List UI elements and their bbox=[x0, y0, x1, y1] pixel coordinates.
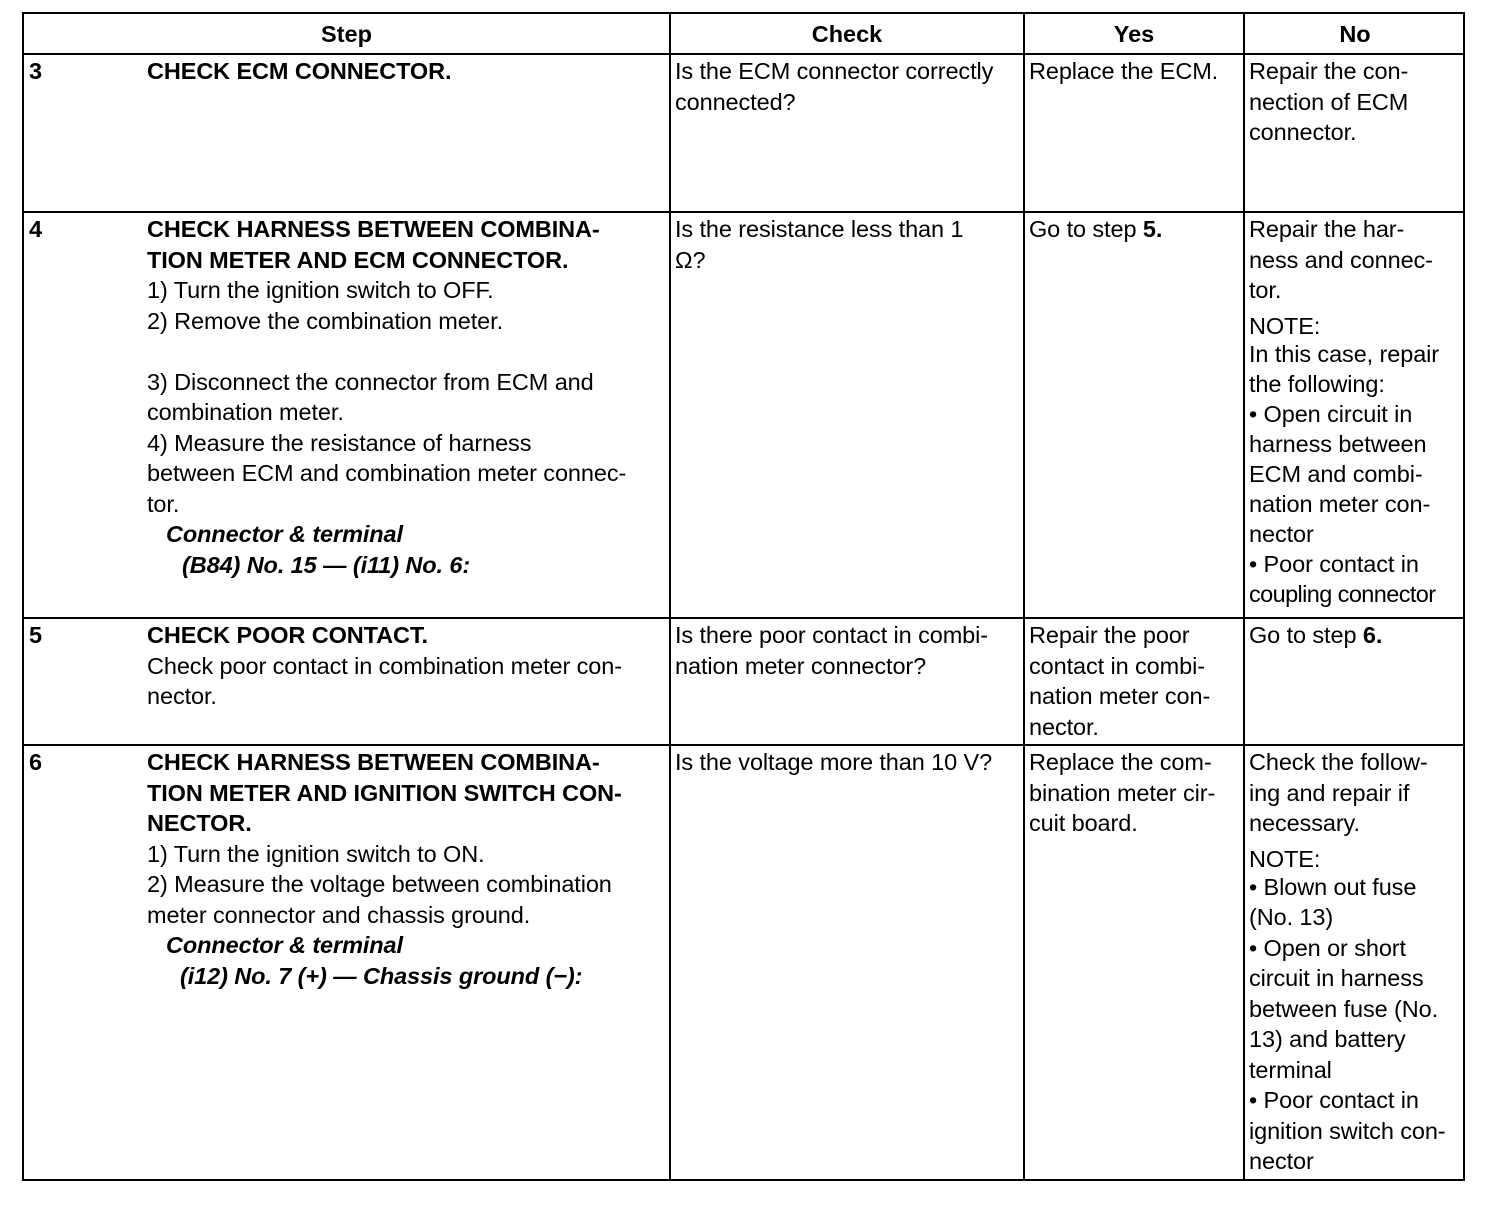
step-6-spec-label: Connector & terminal bbox=[166, 932, 403, 958]
yes-4-step-ref: 5. bbox=[1142, 216, 1163, 242]
step-6-line: meter connector and chassis ground. bbox=[147, 901, 531, 928]
step-6-line: 2) Measure the voltage between combination bbox=[147, 871, 612, 897]
yes-4-prefix: Go to step bbox=[1029, 216, 1143, 242]
no-4-note-line: the following: bbox=[1249, 370, 1385, 397]
diagnostic-table bbox=[22, 12, 1465, 1181]
no-6-note-line: 13) and battery bbox=[1249, 1026, 1406, 1052]
header-no: No bbox=[1339, 21, 1371, 47]
header-yes: Yes bbox=[1113, 21, 1155, 47]
step-6-line: 1) Turn the ignition switch to ON. bbox=[147, 840, 485, 867]
no-4-note-line: coupling connector bbox=[1249, 580, 1436, 607]
step-5-title: CHECK POOR CONTACT. bbox=[147, 622, 428, 648]
no-5-step-ref: 6. bbox=[1362, 622, 1383, 648]
step-4-line: 2) Remove the combination meter. bbox=[147, 307, 504, 334]
step-6-title-line: NECTOR. bbox=[147, 810, 252, 836]
yes-5-line: Repair the poor bbox=[1029, 622, 1190, 648]
no-6-note-line: (No. 13) bbox=[1249, 904, 1334, 930]
yes-5-line: nector. bbox=[1029, 713, 1099, 740]
step-4-line: 4) Measure the resistance of harness bbox=[147, 429, 532, 456]
step-6-title-line: CHECK HARNESS BETWEEN COMBINA- bbox=[147, 749, 600, 775]
yes-5-line: contact in combi- bbox=[1029, 652, 1205, 679]
no-4-note-line: • Open circuit in bbox=[1249, 400, 1413, 427]
step-6-text bbox=[147, 747, 667, 991]
no-6 bbox=[1249, 747, 1467, 1177]
no-4-note-label: NOTE: bbox=[1249, 312, 1321, 339]
no-4-note-line: ECM and combi- bbox=[1249, 460, 1423, 487]
step-5-line: Check poor contact in combination meter con- bbox=[147, 652, 622, 679]
yes-3: Replace the ECM. bbox=[1029, 58, 1219, 84]
no-4-note-line: harness between bbox=[1249, 430, 1427, 457]
step-4-title-line: CHECK HARNESS BETWEEN COMBINA- bbox=[147, 216, 600, 242]
check-5-line: Is there poor contact in combi- bbox=[675, 622, 988, 648]
column-divider bbox=[1243, 14, 1245, 1179]
check-4 bbox=[675, 214, 1021, 275]
step-number-3: 3 bbox=[29, 58, 42, 84]
no-3-line: nection of ECM bbox=[1249, 88, 1409, 115]
yes-6 bbox=[1029, 747, 1241, 839]
no-6-note-line: circuit in harness bbox=[1249, 965, 1424, 991]
step-3-text bbox=[147, 56, 665, 87]
step-number-6: 6 bbox=[29, 749, 42, 775]
yes-6-line: cuit board. bbox=[1029, 810, 1138, 836]
no-5 bbox=[1249, 620, 1464, 651]
step-4-title-line: TION METER AND ECM CONNECTOR. bbox=[147, 246, 569, 273]
header-step: Step bbox=[321, 21, 372, 47]
check-4-line: Ω? bbox=[675, 246, 706, 273]
check-4-line: Is the resistance less than 1 bbox=[675, 216, 964, 242]
row-divider bbox=[24, 211, 1463, 213]
header-check: Check bbox=[811, 21, 883, 47]
no-4-note-line: In this case, repair bbox=[1249, 340, 1440, 367]
no-6-note-line: • Open or short bbox=[1249, 934, 1406, 961]
no-6-line: necessary. bbox=[1249, 810, 1360, 836]
check-3: Is the ECM connector correctly connected? bbox=[675, 58, 994, 115]
no-6-line: Check the follow- bbox=[1249, 749, 1428, 775]
no-4-line: tor. bbox=[1249, 277, 1282, 303]
no-3-line: Repair the con- bbox=[1249, 58, 1409, 84]
step-4-spec-value: (B84) No. 15 — (i11) No. 6: bbox=[182, 551, 471, 578]
no-6-note-line: • Blown out fuse bbox=[1249, 873, 1417, 900]
check-5 bbox=[675, 620, 1021, 681]
yes-5-line: nation meter con- bbox=[1029, 683, 1211, 709]
step-4-line: between ECM and combination meter connec- bbox=[147, 460, 627, 486]
step-4-text bbox=[147, 214, 667, 580]
yes-6-line: Replace the com- bbox=[1029, 749, 1212, 775]
no-6-line: ing and repair if bbox=[1249, 779, 1410, 806]
no-5-prefix: Go to step bbox=[1249, 622, 1363, 648]
no-6-note-line: between fuse (No. bbox=[1249, 995, 1439, 1022]
no-4-note-line: nector bbox=[1249, 520, 1314, 547]
row-divider bbox=[24, 617, 1463, 619]
no-3-line: connector. bbox=[1249, 119, 1357, 145]
no-6-note-line: nector bbox=[1249, 1148, 1314, 1174]
no-3 bbox=[1249, 56, 1464, 148]
no-4-note-line: nation meter con- bbox=[1249, 490, 1431, 517]
step-5-text bbox=[147, 620, 667, 712]
yes-4 bbox=[1029, 214, 1241, 245]
step-5-line: nector. bbox=[147, 683, 217, 709]
check-6: Is the voltage more than 10 V? bbox=[675, 749, 993, 775]
step-4-line: tor. bbox=[147, 490, 180, 517]
check-5-line: nation meter connector? bbox=[675, 652, 927, 679]
no-4-line: ness and connec- bbox=[1249, 246, 1433, 273]
step-4-line: 1) Turn the ignition switch to OFF. bbox=[147, 277, 494, 303]
no-6-note-line: ignition switch con- bbox=[1249, 1117, 1446, 1144]
step-4-line: 3) Disconnect the connector from ECM and bbox=[147, 368, 594, 395]
column-divider bbox=[1023, 14, 1025, 1179]
step-4-line: combination meter. bbox=[147, 399, 344, 425]
step-6-spec-value: (i12) No. 7 (+) — Chassis ground (−): bbox=[180, 962, 583, 989]
step-number-4: 4 bbox=[29, 216, 42, 242]
step-number-5: 5 bbox=[29, 622, 42, 648]
row-divider bbox=[24, 744, 1463, 746]
no-4 bbox=[1249, 214, 1467, 609]
no-4-line: Repair the har- bbox=[1249, 216, 1405, 242]
yes-6-line: bination meter cir- bbox=[1029, 779, 1216, 806]
no-6-note-label: NOTE: bbox=[1249, 845, 1321, 872]
step-6-title-line: TION METER AND IGNITION SWITCH CON- bbox=[147, 779, 622, 806]
no-4-note-line: • Poor contact in bbox=[1249, 550, 1419, 577]
step-3-title: CHECK ECM CONNECTOR. bbox=[147, 58, 452, 84]
column-divider bbox=[669, 14, 671, 1179]
no-6-note-line: terminal bbox=[1249, 1056, 1332, 1083]
step-4-spec-label: Connector & terminal bbox=[166, 521, 403, 547]
no-6-note-line: • Poor contact in bbox=[1249, 1087, 1419, 1113]
yes-5 bbox=[1029, 620, 1241, 742]
